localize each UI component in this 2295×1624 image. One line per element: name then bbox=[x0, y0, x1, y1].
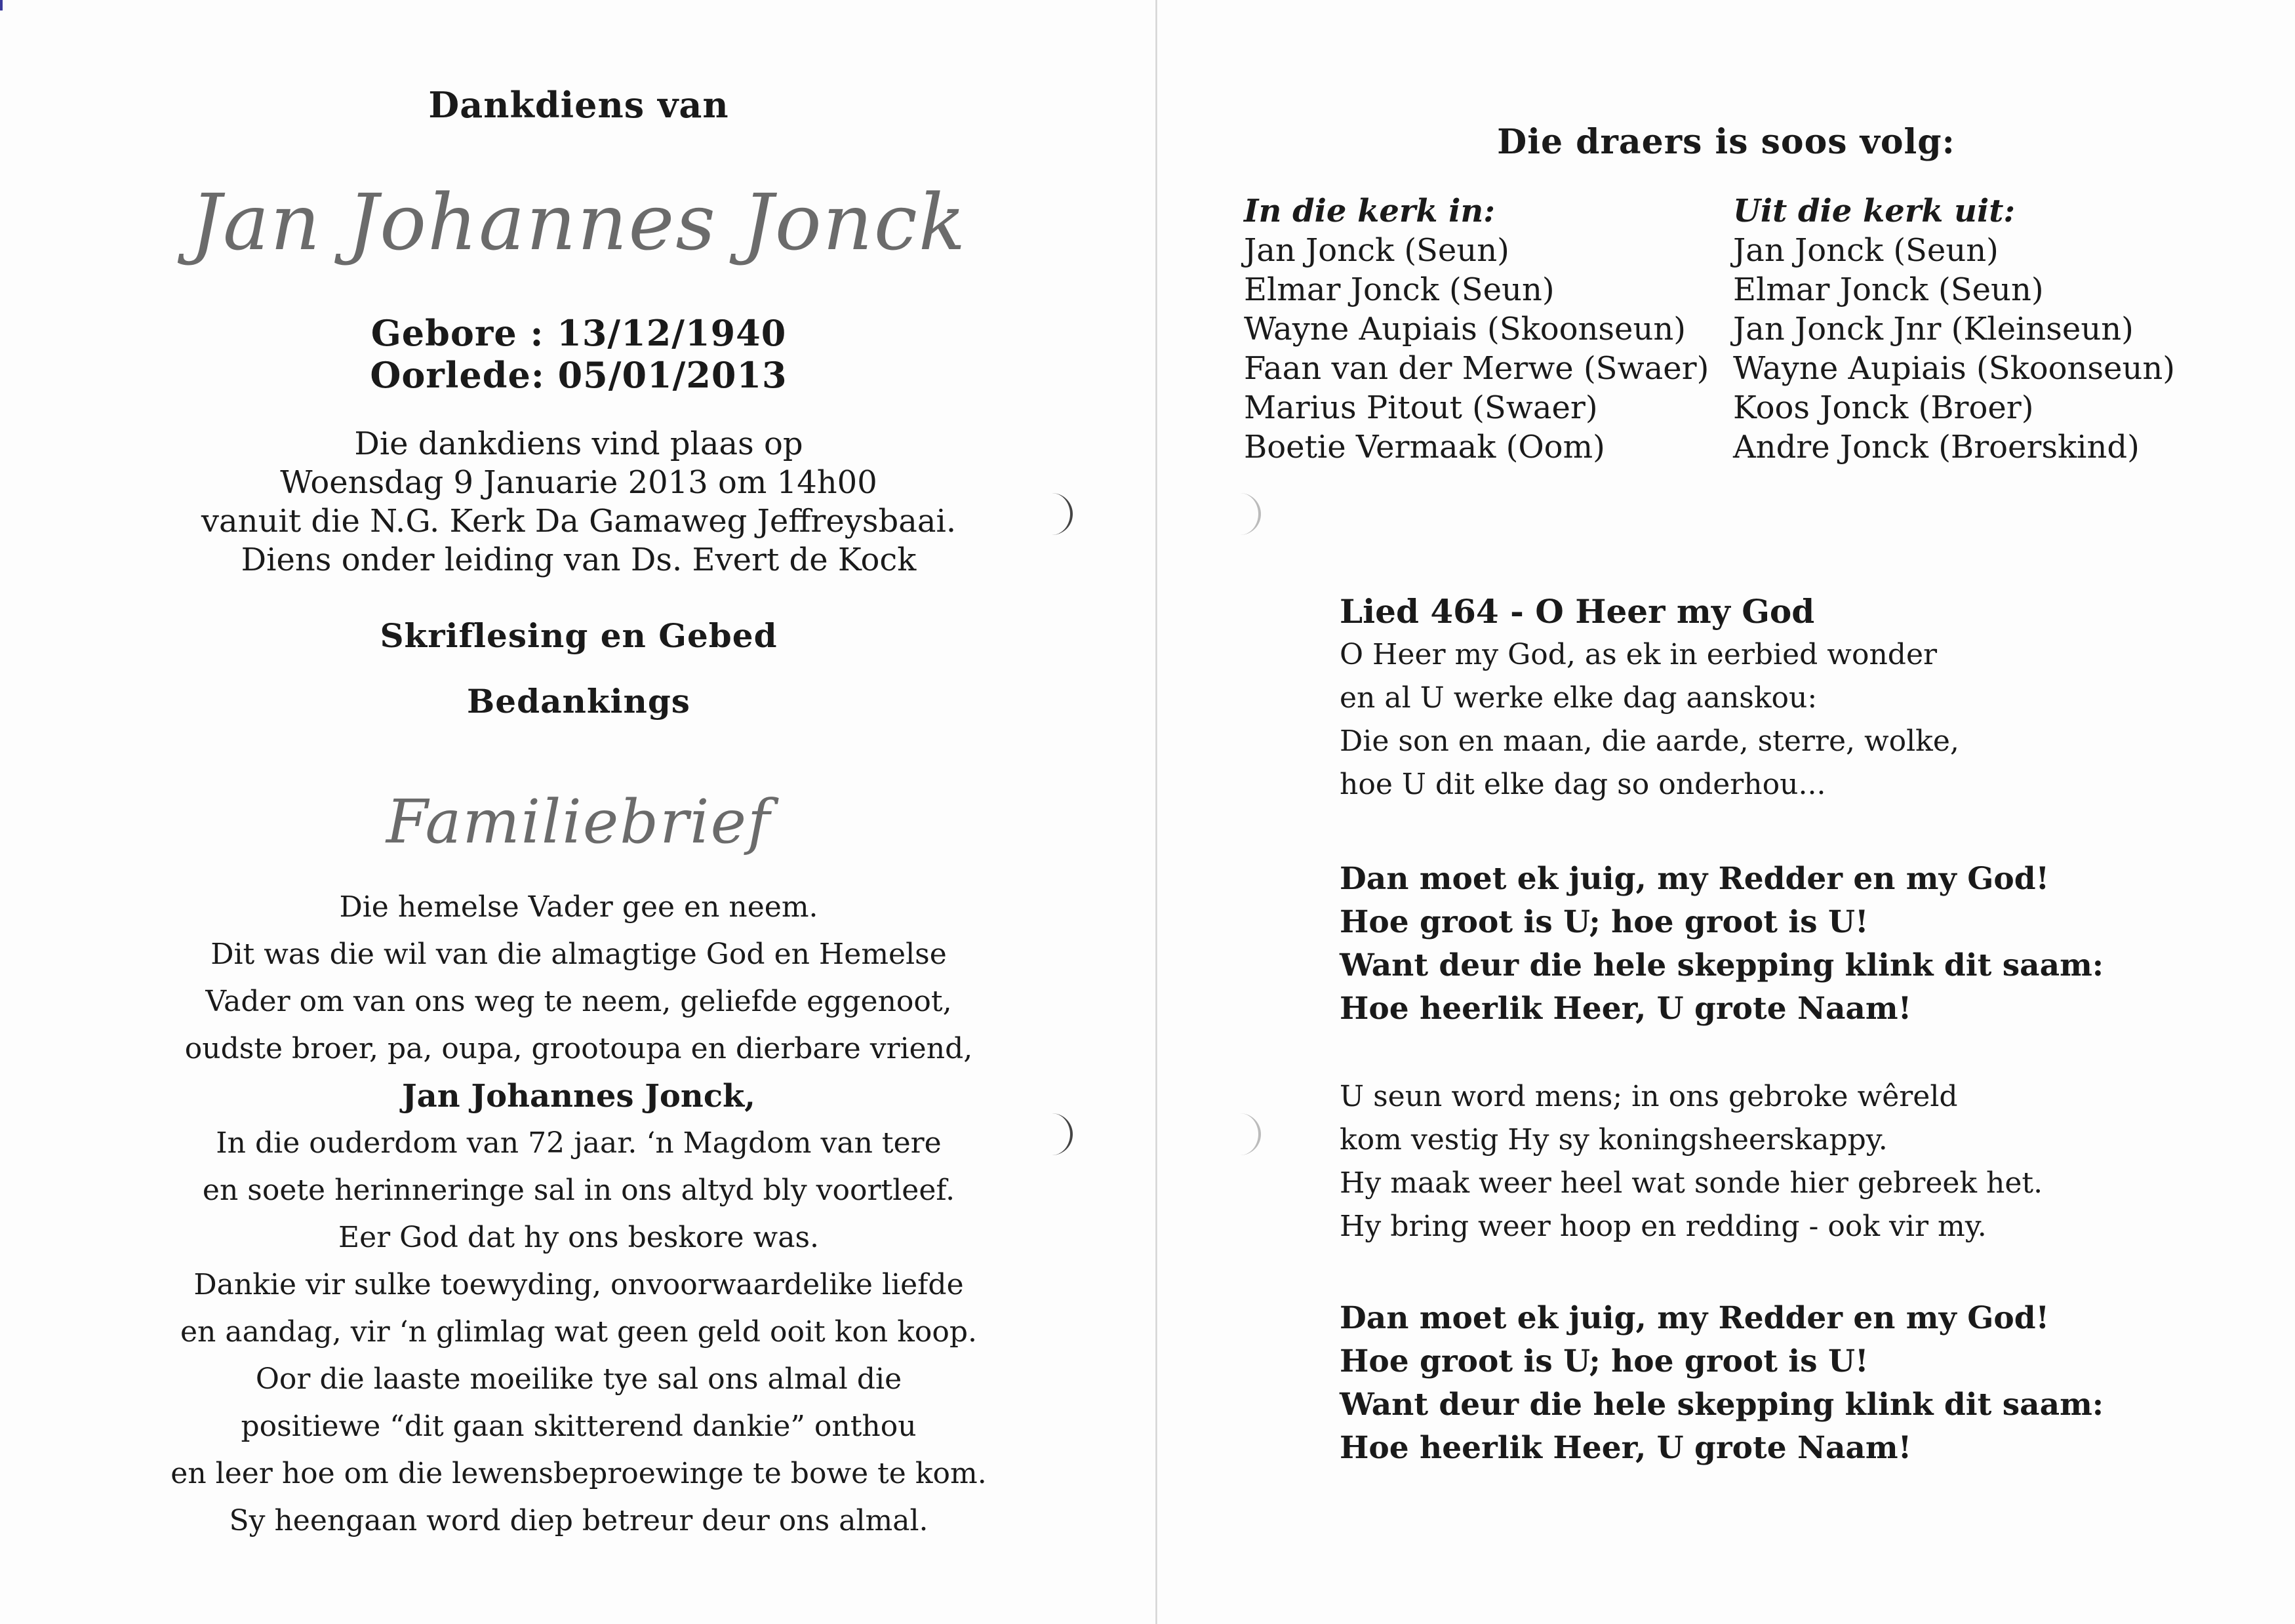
chorus-line: Want deur die hele skepping klink dit saam: bbox=[1340, 1387, 2104, 1423]
hymn-line: kom vestig Hy sy koningsheerskappy. bbox=[1340, 1123, 1888, 1157]
deceased-name-title: Jan Johannes Jonck bbox=[190, 177, 967, 267]
bearers-out-column bbox=[1733, 191, 2175, 467]
letter-line: Oor die laaste moeilike tye sal ons almal die bbox=[255, 1362, 902, 1396]
service-details bbox=[0, 425, 1157, 580]
bearers-heading: Die draers is soos volg: bbox=[1497, 122, 1955, 162]
family-letter-title: Familiebrief bbox=[386, 787, 772, 857]
chorus-line: Hoe heerlik Heer, U grote Naam! bbox=[1340, 991, 1912, 1027]
family-letter bbox=[0, 884, 1157, 1545]
letter-line: Dit was die wil van die almagtige God en Hemelse bbox=[210, 938, 947, 971]
program-item-thanks: Bedankings bbox=[467, 682, 690, 721]
death-date: Oorlede: 05/01/2013 bbox=[370, 354, 788, 396]
letter-line: oudste broer, pa, oupa, grootoupa en dierbare vriend, bbox=[184, 1032, 973, 1065]
chorus-line: Dan moet ek juig, my Redder en my God! bbox=[1340, 1300, 2050, 1336]
letter-line: en soete herinneringe sal in ons altyd bly voortleef. bbox=[202, 1174, 955, 1207]
chorus-line: Dan moet ek juig, my Redder en my God! bbox=[1340, 861, 2050, 897]
hymn-line: U seun word mens; in ons gebroke wêreld bbox=[1340, 1080, 1958, 1113]
bearers-in-heading: In die kerk in: bbox=[1244, 193, 1496, 229]
letter-line: positiewe “dit gaan skitterend dankie” onthou bbox=[241, 1410, 917, 1443]
letter-line: en leer hoe om die lewensbeproewinge te bowe te kom. bbox=[170, 1457, 987, 1490]
binder-hole-right-top bbox=[1236, 493, 1261, 535]
bearer-name: Boetie Vermaak (Oom) bbox=[1244, 429, 1605, 465]
birth-date: Gebore : 13/12/1940 bbox=[370, 312, 787, 354]
binder-hole-right-bottom bbox=[1236, 1113, 1261, 1155]
letter-line: Die hemelse Vader gee en neem. bbox=[339, 890, 818, 924]
bearer-name: Elmar Jonck (Seun) bbox=[1733, 271, 2044, 308]
letter-line: Vader om van ons weg te neem, geliefde eggenoot, bbox=[205, 985, 952, 1018]
bearer-name: Andre Jonck (Broerskind) bbox=[1733, 429, 2140, 465]
service-line: Diens onder leiding van Ds. Evert de Kock bbox=[241, 542, 917, 578]
chorus-line: Hoe heerlik Heer, U grote Naam! bbox=[1340, 1430, 1912, 1466]
hymn-block bbox=[1340, 590, 1959, 806]
letter-line: In die ouderdom van 72 jaar. ‘n Magdom van tere bbox=[216, 1126, 942, 1160]
hymn-line: en al U werke elke dag aanskou: bbox=[1340, 681, 1818, 715]
bearer-name: Jan Jonck (Seun) bbox=[1244, 232, 1509, 269]
service-line: Die dankdiens vind plaas op bbox=[354, 426, 803, 462]
hymn-verse-2 bbox=[1340, 1075, 2043, 1248]
bearer-name: Elmar Jonck (Seun) bbox=[1244, 271, 1555, 308]
bearer-name: Jan Jonck (Seun) bbox=[1733, 232, 1999, 269]
hymn-chorus-2 bbox=[1340, 1297, 2104, 1470]
chorus-line: Want deur die hele skepping klink dit saam: bbox=[1340, 947, 2104, 983]
service-line: Woensdag 9 Januarie 2013 om 14h00 bbox=[280, 464, 877, 501]
letter-line: Eer God dat hy ons beskore was. bbox=[338, 1221, 820, 1254]
hymn-chorus-1 bbox=[1340, 858, 2104, 1031]
hymn-line: Hy maak weer heel wat sonde hier gebreek het. bbox=[1340, 1166, 2043, 1200]
bearer-name: Faan van der Merwe (Swaer) bbox=[1244, 350, 1709, 387]
letter-line: Sy heengaan word diep betreur deur ons almal. bbox=[229, 1504, 928, 1537]
service-line: vanuit die N.G. Kerk Da Gamaweg Jeffreysbaai. bbox=[201, 503, 957, 540]
program-item-reading: Skriflesing en Gebed bbox=[380, 616, 778, 655]
bearers-in-column bbox=[1244, 191, 1709, 467]
letter-line: en aandag, vir ‘n glimlag wat geen geld ooit kon koop. bbox=[180, 1315, 977, 1349]
letter-name-line: Jan Johannes Jonck, bbox=[401, 1078, 756, 1115]
chorus-line: Hoe groot is U; hoe groot is U! bbox=[1340, 1343, 1869, 1379]
bearer-name: Wayne Aupiais (Skoonseun) bbox=[1244, 311, 1686, 347]
bearer-name: Jan Jonck Jnr (Kleinseun) bbox=[1733, 311, 2134, 347]
service-heading: Dankdiens van bbox=[428, 84, 729, 126]
letter-line: Dankie vir sulke toewyding, onvoorwaardelike liefde bbox=[193, 1268, 964, 1301]
bearer-name: Wayne Aupiais (Skoonseun) bbox=[1733, 350, 2175, 387]
hymn-title: Lied 464 - O Heer my God bbox=[1340, 592, 1815, 631]
hymn-line: Die son en maan, die aarde, sterre, wolke, bbox=[1340, 724, 1959, 758]
dates-block bbox=[0, 312, 1157, 396]
hymn-line: hoe U dit elke dag so onderhou... bbox=[1340, 768, 1826, 801]
chorus-line: Hoe groot is U; hoe groot is U! bbox=[1340, 904, 1869, 940]
bearer-name: Koos Jonck (Broer) bbox=[1733, 389, 2034, 426]
hymn-line: O Heer my God, as ek in eerbied wonder bbox=[1340, 638, 1938, 671]
bearer-name: Marius Pitout (Swaer) bbox=[1244, 389, 1598, 426]
hymn-line: Hy bring weer hoop en redding - ook vir my. bbox=[1340, 1210, 1987, 1243]
bearers-out-heading: Uit die kerk uit: bbox=[1733, 193, 2016, 229]
